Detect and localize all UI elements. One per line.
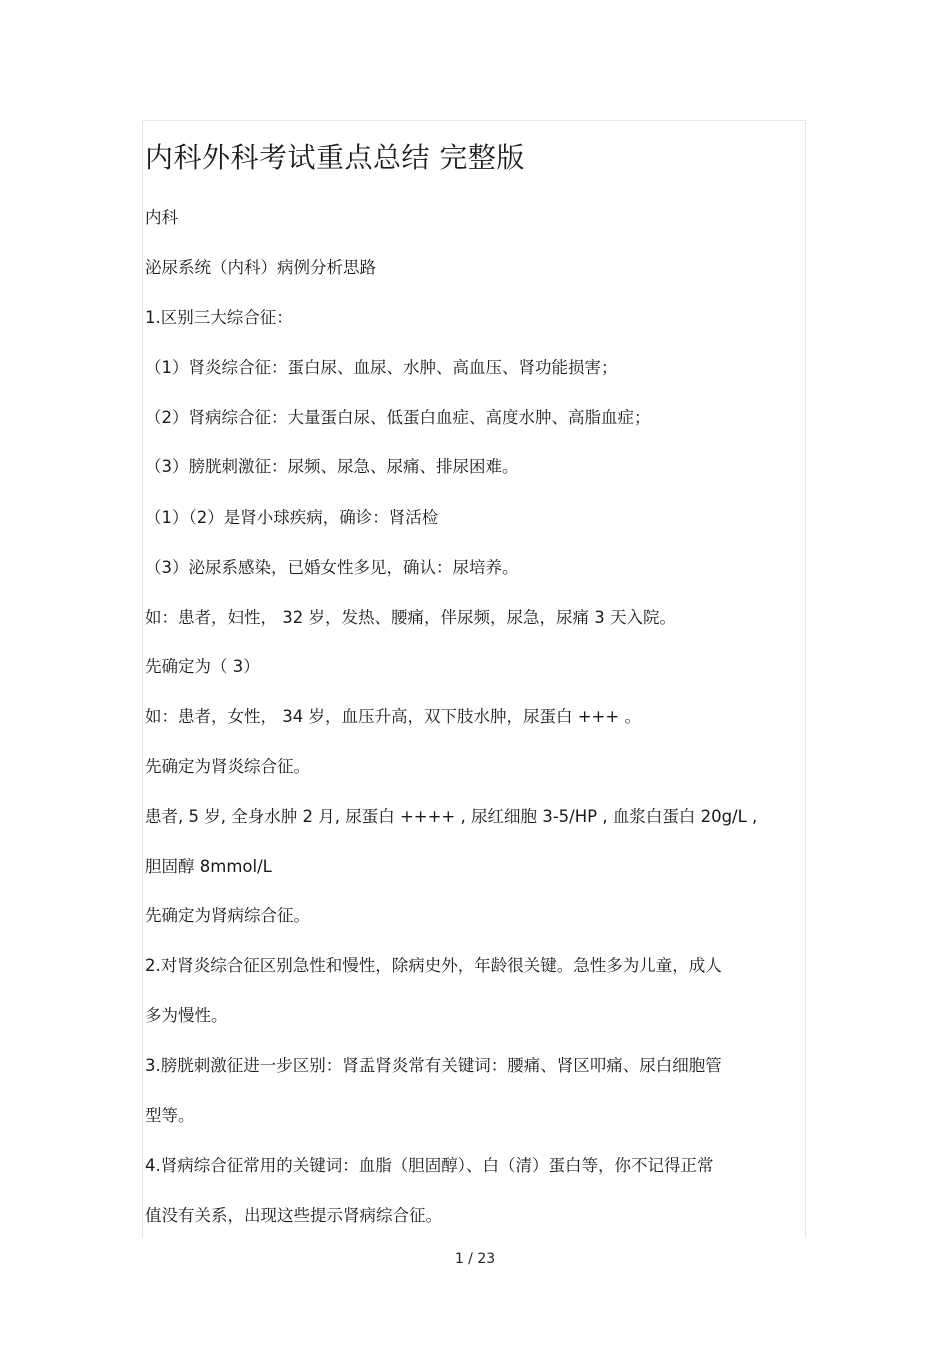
- text-line: （2）肾病综合征：大量蛋白尿、低蛋白血症、高度水肿、高脂血症；: [145, 408, 651, 427]
- text-line: 如：患者，妇性， 32 岁，发热、腰痛，伴尿频，尿急，尿痛 3 天入院。: [145, 608, 676, 627]
- text-line: 患者, 5 岁, 全身水肿 2 月, 尿蛋白 ++++ , 尿红细胞 3-5/HP , 血浆白蛋白 20g/L ,: [145, 807, 758, 826]
- text-line: 先确定为（ 3）: [145, 657, 260, 676]
- text-line: 2.对肾炎综合征区别急性和慢性，除病史外，年龄很关键。急性多为儿童，成人: [145, 956, 722, 975]
- subsection-heading: 泌尿系统（内科）病例分析思路: [145, 258, 376, 277]
- text-line: （1）肾炎综合征：蛋白尿、血尿、水肿、高血压、肾功能损害；: [145, 358, 618, 377]
- page-number: 1 / 23: [454, 1251, 496, 1267]
- section-heading: 内科: [145, 208, 178, 227]
- text-line: （3）泌尿系感染，已婚女性多见，确认：尿培养。: [145, 558, 519, 577]
- text-line: 先确定为肾病综合征。: [145, 906, 310, 925]
- text-line: 1.区别三大综合征：: [145, 308, 293, 327]
- document-title: 内科外科考试重点总结 完整版: [145, 141, 525, 174]
- text-line: 3.膀胱刺激征进一步区别：肾盂肾炎常有关键词：腰痛、肾区叩痛、尿白细胞管: [145, 1056, 722, 1075]
- text-line: （3）膀胱刺激征：尿频、尿急、尿痛、排尿困难。: [145, 457, 519, 476]
- text-line: （1）（2）是肾小球疾病，确诊：肾活检: [145, 508, 439, 527]
- text-line: 值没有关系，出现这些提示肾病综合征。: [145, 1206, 442, 1225]
- text-line: 4.肾病综合征常用的关键词：血脂（胆固醇）、白（清）蛋白等，你不记得正常: [145, 1156, 714, 1175]
- text-line: 如：患者，女性， 34 岁，血压升高，双下肢水肿，尿蛋白 +++ 。: [145, 707, 641, 726]
- text-line: 先确定为肾炎综合征。: [145, 757, 310, 776]
- text-line: 多为慢性。: [145, 1006, 228, 1025]
- text-line: 胆固醇 8mmol/L: [145, 857, 272, 876]
- text-line: 型等。: [145, 1106, 195, 1125]
